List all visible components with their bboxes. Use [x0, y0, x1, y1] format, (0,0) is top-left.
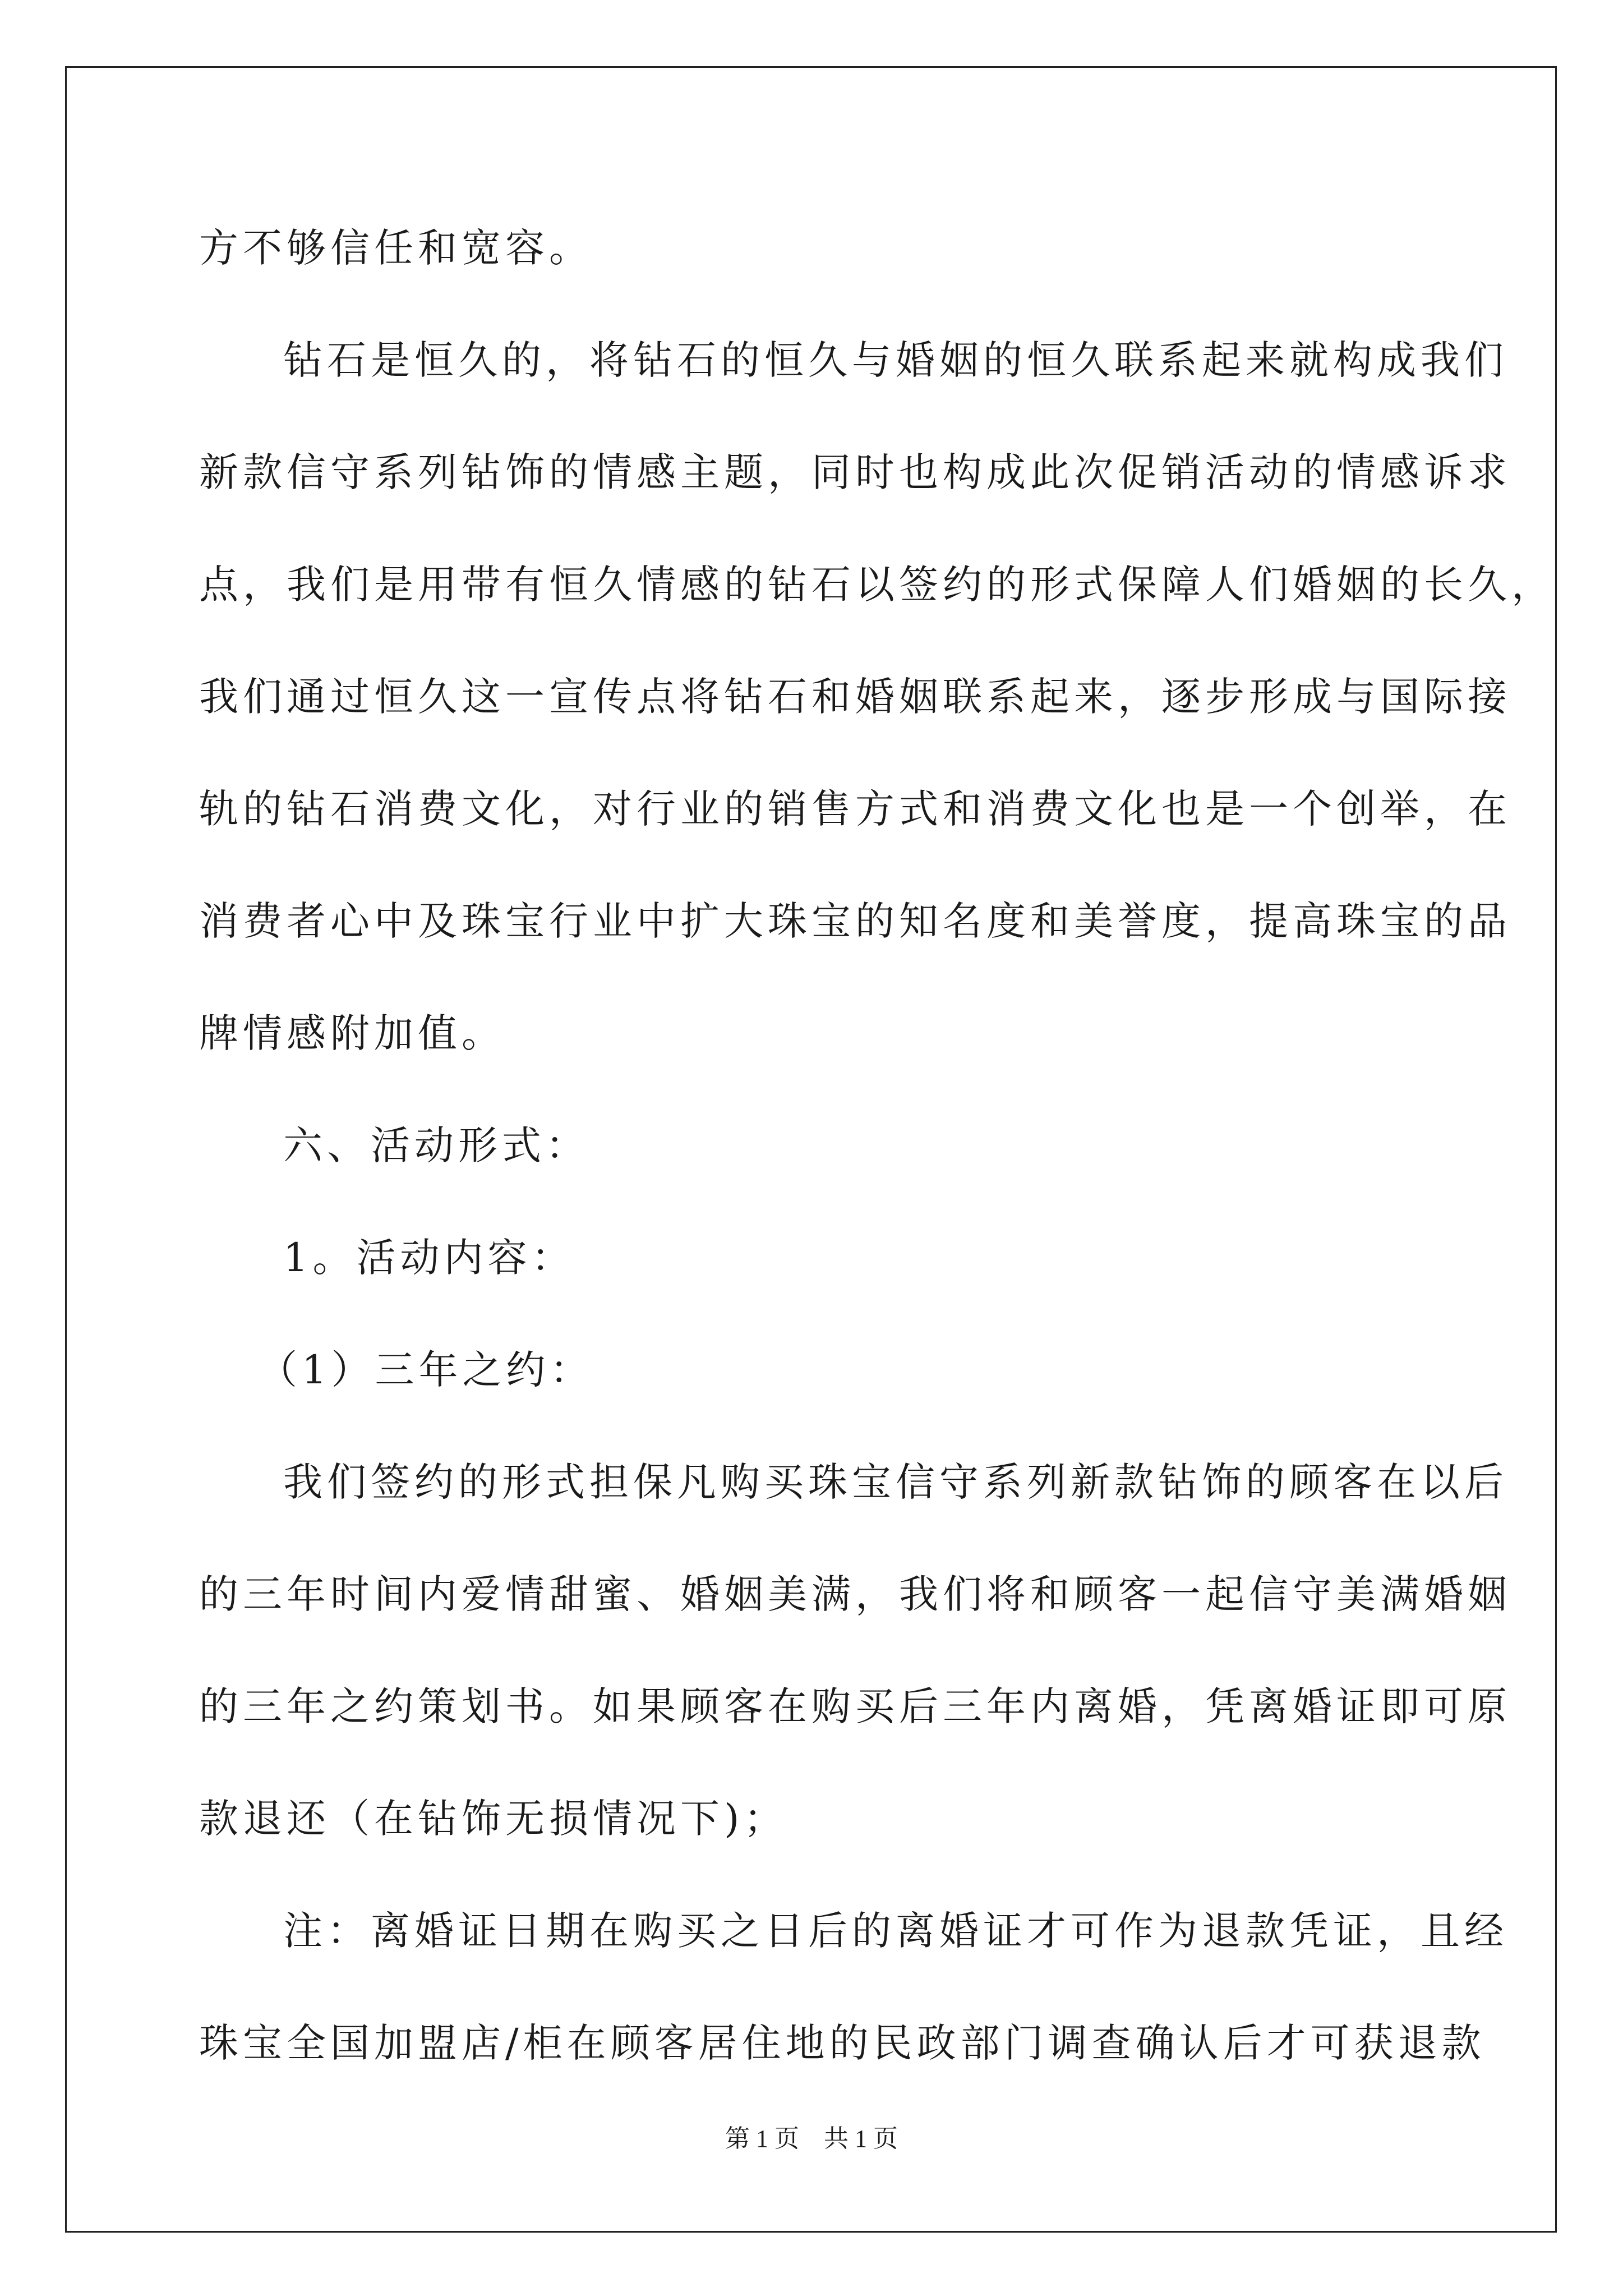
subsection-heading: （1）三年之约： — [258, 1347, 594, 1393]
text-line: 钻石是恒久的，将钻石的恒久与婚姻的恒久联系起来就构成我们 — [283, 337, 1508, 383]
text-line: 的三年之约策划书。如果顾客在购买后三年内离婚，凭离婚证即可原 — [199, 1683, 1511, 1729]
text-line: 款退还（在钻饰无损情况下)； — [199, 1796, 788, 1842]
text-line: 轨的钻石消费文化，对行业的销售方式和消费文化也是一个创举，在 — [199, 786, 1511, 832]
section-heading: 六、活动形式： — [283, 1122, 589, 1168]
text-line: 的三年时间内爱情甜蜜、婚姻美满，我们将和顾客一起信守美满婚姻 — [199, 1571, 1511, 1617]
text-line: 注：离婚证日期在购买之日后的离婚证才可作为退款凭证，且经 — [283, 1908, 1508, 1954]
text-line: 我们通过恒久这一宣传点将钻石和婚姻联系起来，逐步形成与国际接 — [199, 674, 1511, 720]
text-line: 牌情感附加值。 — [199, 1010, 505, 1056]
text-line: 新款信守系列钻饰的情感主题，同时也构成此次促销活动的情感诉求 — [199, 449, 1511, 495]
text-line: 我们签约的形式担保凡购买珠宝信守系列新款钻饰的顾客在以后 — [283, 1459, 1508, 1505]
text-line: 消费者心中及珠宝行业中扩大珠宝的知名度和美誉度，提高珠宝的品 — [199, 898, 1511, 944]
text-line: 珠宝全国加盟店/柜在顾客居住地的民政部门调查确认后才可获退款 — [199, 2020, 1486, 2066]
text-line: 点，我们是用带有恒久情感的钻石以签约的形式保障人们婚姻的长久， — [199, 562, 1555, 608]
page-number-footer: 第 1 页 共 1 页 — [725, 2125, 898, 2152]
subsection-heading: 1。活动内容： — [283, 1235, 575, 1281]
text-line: 方不够信任和宽容。 — [199, 225, 593, 271]
